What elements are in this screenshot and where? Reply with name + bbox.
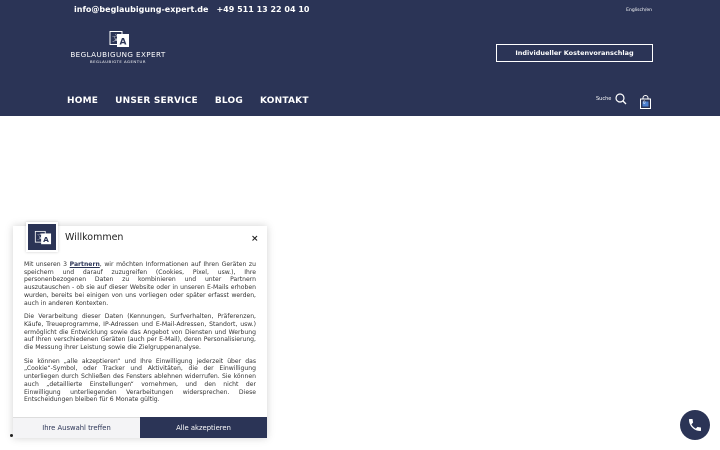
- phone-link[interactable]: +49 511 13 22 04 10: [216, 5, 310, 14]
- translate-logo-icon: [32, 229, 56, 247]
- nav-blog[interactable]: BLOG: [214, 96, 243, 106]
- cookie-paragraph-2: Die Verarbeitung dieser Daten (Kennungen, Surfverhalten, Präferenzen, Käufe, Treueprogramme, IP-Adressen und E-Mail-Adressen, Standort, usw.) ermöglicht die Entwicklung sowie das Angebot von Diensten und Werbung auf Ihren verschiedenen Geräten (auch per E-Mail), deren Personalisierung, die Messung ihrer Leistung sowie die Zielgruppenanalyse.: [24, 313, 256, 352]
- search-label: Suche: [596, 96, 612, 102]
- language-switch[interactable]: Englisch/en: [626, 8, 652, 13]
- search-icon: [615, 93, 627, 105]
- cookie-paragraph-1: [24, 261, 256, 307]
- accept-all-button[interactable]: Alle akzeptieren: [140, 417, 267, 438]
- svg-text:文: 文: [36, 233, 44, 242]
- quote-button[interactable]: Individueller Kostenvoranschlag: [496, 44, 653, 62]
- cookie-logo: [26, 222, 58, 252]
- cookie-text-part: Mit unseren 3: [24, 261, 70, 268]
- search-button[interactable]: [596, 93, 627, 105]
- nav-contact[interactable]: KONTAKT: [259, 96, 309, 106]
- site-header: [0, 0, 720, 116]
- cookie-text-part: , wir möchten Informationen auf Ihren Geräten zu speichern und darauf zuzugreifen (Cookies, Pixel, usw.), Ihre personenbezogenen Daten zu kombinieren und unter Partnern auszutauschen - ob sie auf dieser Website oder in unseren E-Mails erhoben wurden, bereits bei einigen von uns vorliegen oder später erfasst werden, auch in anderen Kontexten.: [24, 261, 256, 307]
- main-nav: [67, 96, 309, 106]
- cookie-title: Willkommen: [65, 232, 124, 243]
- svg-text:文: 文: [112, 34, 120, 43]
- email-link[interactable]: info@beglaubigung-expert.de: [74, 5, 209, 14]
- close-icon[interactable]: ×: [251, 234, 259, 244]
- cart-button[interactable]: [639, 94, 652, 108]
- call-button[interactable]: [680, 410, 710, 440]
- cookie-text: [24, 261, 256, 410]
- nav-home[interactable]: HOME: [67, 96, 99, 106]
- cart-count: 0: [643, 100, 646, 105]
- customize-button[interactable]: Ihre Auswahl treffen: [13, 417, 140, 438]
- partners-link[interactable]: Partnern: [69, 261, 100, 268]
- site-logo[interactable]: [68, 31, 168, 67]
- translate-logo-icon: [103, 31, 132, 48]
- logo-title: BEGLAUBIGUNG EXPERT: [70, 50, 166, 59]
- cookie-consent-dialog: [13, 226, 267, 438]
- cookie-paragraph-3: Sie können „alle akzeptieren“ und Ihre Einwilligung jederzeit über das „Cookie“-Symbol, oder Tracker und Aktivitäten, die der Einwilligung unterliegen durch Schließen des Fensters ablehnen widerrufen. Sie können auch „detaillierte Einstellungen“ vornehmen, und den nicht der Einwilligung unterliegenden Verarbeitungen widersprechen. Diese Entscheidungen bleiben für 6 Monate gültig.: [24, 357, 256, 404]
- svg-text:A: A: [119, 37, 127, 48]
- nav-service[interactable]: UNSER SERVICE: [115, 96, 198, 106]
- svg-text:A: A: [43, 235, 49, 245]
- phone-icon: [687, 417, 703, 433]
- contact-bar: [74, 5, 309, 14]
- cookie-settings-dot[interactable]: [10, 434, 13, 437]
- logo-subtitle: BEGLAUBIGTE AGENTUR: [90, 59, 146, 64]
